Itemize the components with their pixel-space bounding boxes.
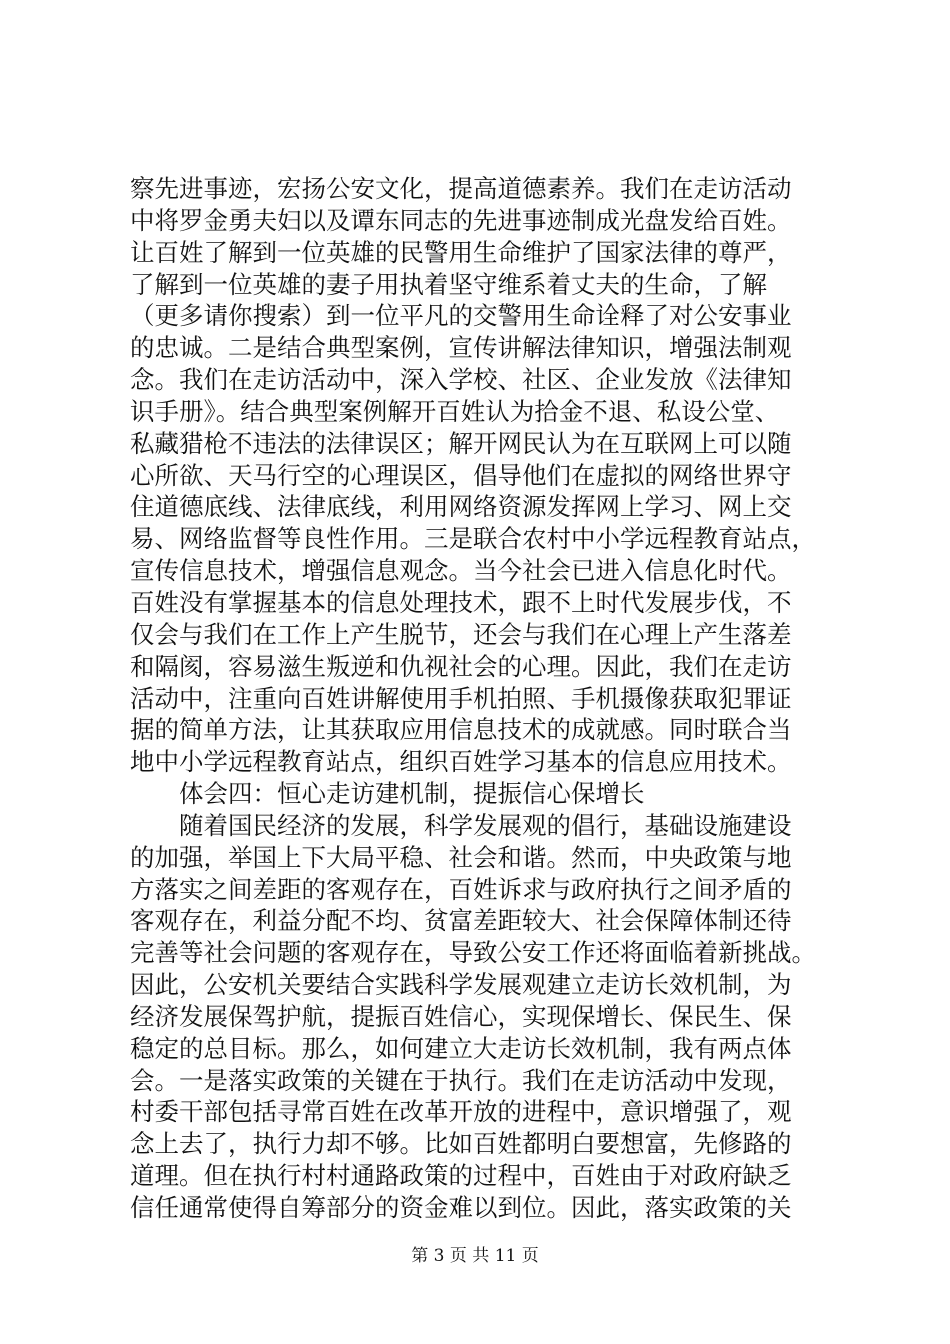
text-line: （更多请你搜索）到一位平凡的交警用生命诠释了对公安事业 [130, 301, 792, 331]
text-line: 念。我们在走访活动中，深入学校、社区、企业发放《法律知 [130, 365, 792, 395]
text-line: 的加强，举国上下大局平稳、社会和谐。然而，中央政策与地 [130, 842, 792, 872]
text-line: 住道德底线、法律底线，利用网络资源发挥网上学习、网上交 [130, 492, 792, 522]
text-line: 的忠诚。二是结合典型案例，宣传讲解法律知识，增强法制观 [130, 333, 792, 363]
text-line: 道理。但在执行村村通路政策的过程中，百姓由于对政府缺乏 [130, 1161, 792, 1191]
paragraph-first-line: 随着国民经济的发展，科学发展观的倡行，基础设施建设 [179, 810, 792, 840]
text-line: 念上去了，执行力却不够。比如百姓都明白要想富，先修路的 [130, 1129, 792, 1159]
text-line: 心所欲、天马行空的心理误区，倡导他们在虚拟的网络世界守 [130, 460, 792, 490]
page-number-footer: 第 3 页 共 11 页 [411, 1246, 539, 1266]
text-line: 识手册》。结合典型案例解开百姓认为拾金不退、私设公堂、 [130, 396, 780, 426]
text-line: 中将罗金勇夫妇以及谭东同志的先进事迹制成光盘发给百姓。 [130, 205, 792, 235]
text-line: 方落实之间差距的客观存在，百姓诉求与政府执行之间矛盾的 [130, 874, 792, 904]
body-text [130, 173, 830, 1224]
text-line: 易、网络监督等良性作用。三是联合农村中小学远程教育站点， [130, 524, 816, 554]
text-line: 百姓没有掌握基本的信息处理技术，跟不上时代发展步伐，不 [130, 587, 792, 617]
text-line: 据的简单方法，让其获取应用信息技术的成就感。同时联合当 [130, 715, 792, 745]
text-line: 私藏猎枪不违法的法律误区；解开网民认为在互联网上可以随 [130, 428, 792, 458]
text-line: 完善等社会问题的客观存在，导致公安工作还将面临着新挑战。 [130, 938, 816, 968]
text-line: 了解到一位英雄的妻子用执着坚守维系着丈夫的生命，了解 [130, 269, 767, 299]
text-line: 稳定的总目标。那么，如何建立大走访长效机制，我有两点体 [130, 1033, 792, 1063]
text-line: 活动中，注重向百姓讲解使用手机拍照、手机摄像获取犯罪证 [130, 683, 792, 713]
text-line: 宣传信息技术，增强信息观念。当今社会已进入信息化时代。 [130, 556, 792, 586]
text-line: 经济发展保驾护航，提振百姓信心，实现保增长、保民生、保 [130, 1001, 792, 1031]
text-line: 因此，公安机关要结合实践科学发展观建立走访长效机制，为 [130, 970, 792, 1000]
section-heading: 体会四：恒心走访建机制，提振信心保增长 [179, 779, 645, 809]
text-line: 仅会与我们在工作上产生脱节，还会与我们在心理上产生落差 [130, 619, 792, 649]
text-line: 察先进事迹，宏扬公安文化，提高道德素养。我们在走访活动 [130, 174, 792, 203]
text-line: 让百姓了解到一位英雄的民警用生命维护了国家法律的尊严， [130, 237, 792, 267]
text-line: 和隔阂，容易滋生叛逆和仇视社会的心理。因此，我们在走访 [130, 651, 792, 681]
text-line: 村委干部包括寻常百姓在改革开放的进程中，意识增强了，观 [130, 1097, 792, 1127]
text-line: 信任通常使得自筹部分的资金难以到位。因此，落实政策的关 [130, 1193, 792, 1222]
text-line: 地中小学远程教育站点，组织百姓学习基本的信息应用技术。 [130, 747, 792, 777]
text-line: 客观存在，利益分配不均、贫富差距较大、社会保障体制还待 [130, 906, 792, 936]
text-line: 会。一是落实政策的关键在于执行。我们在走访活动中发现， [130, 1065, 792, 1095]
